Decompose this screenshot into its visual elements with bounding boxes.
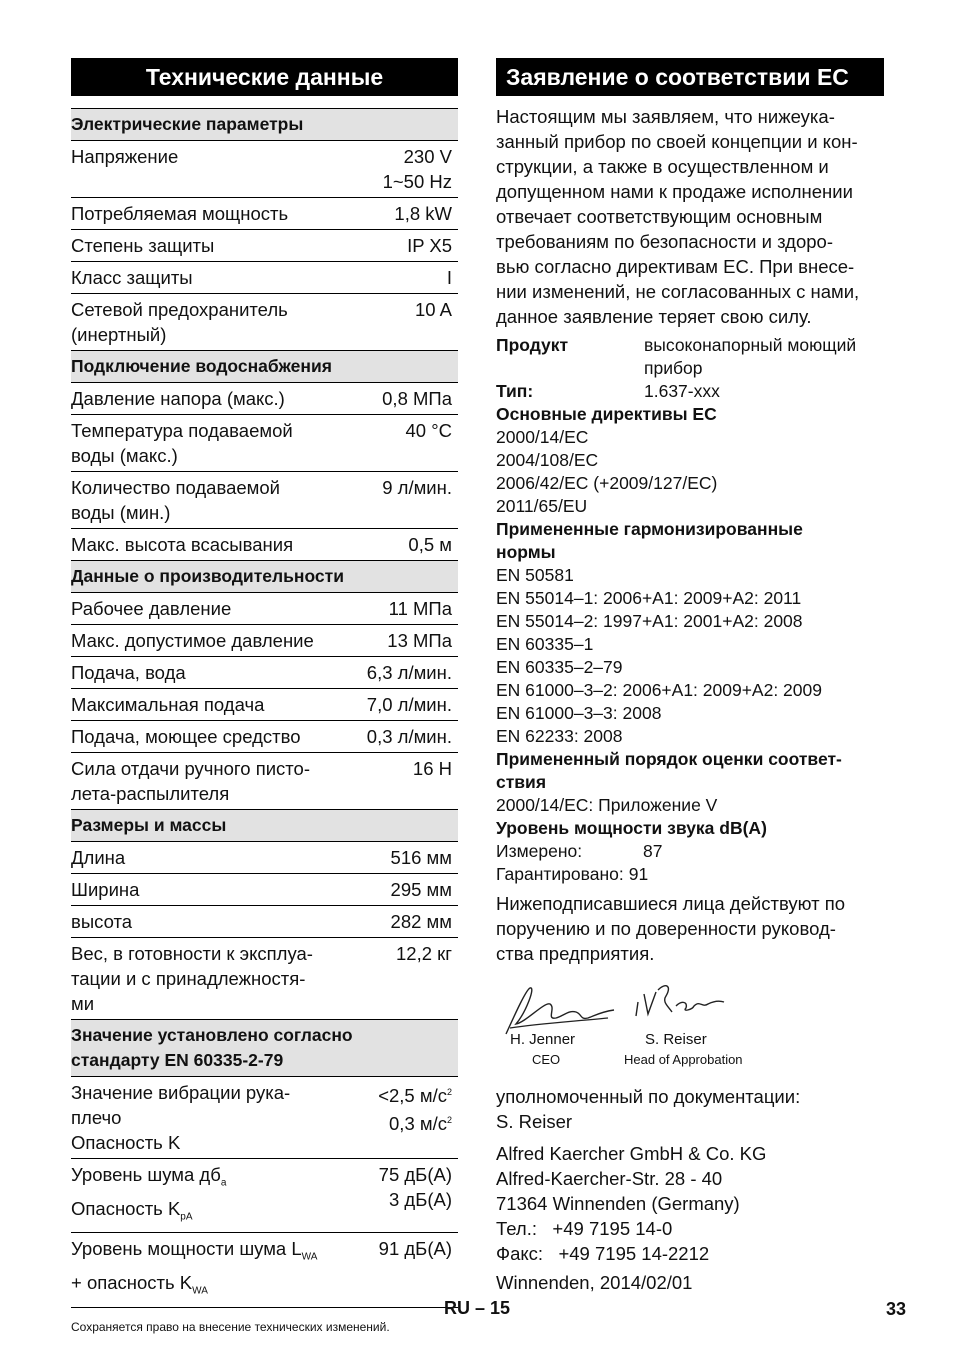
- directives-header: Основные директивы ЕС: [496, 404, 717, 424]
- spec-row: [71, 938, 458, 1020]
- spec-value: 12,2 кг: [353, 938, 458, 1020]
- noise-value-1: 75 дБ(A): [378, 1164, 452, 1185]
- spec-value: 6,3 л/мин.: [353, 657, 458, 689]
- spec-group-header: [71, 810, 458, 842]
- spec-value: 10 A: [353, 294, 458, 351]
- measured-value: 87: [643, 841, 663, 861]
- directives-list: [496, 426, 884, 518]
- signer2-role: Head of Approbation: [624, 1052, 743, 1067]
- spec-value: 1,8 kW: [353, 198, 458, 230]
- technical-data-column: [71, 58, 458, 1334]
- spec-label: высота: [71, 906, 353, 938]
- spec-label: Потребляемая мощность: [71, 198, 353, 230]
- spec-row: [71, 657, 458, 689]
- product-row: [496, 334, 884, 380]
- spec-row: [71, 753, 458, 810]
- spec-value: IP X5: [353, 230, 458, 262]
- noise-sub: a: [220, 1177, 227, 1189]
- spec-label: Степень защиты: [71, 230, 353, 262]
- spec-group-title: Электрические параметры: [71, 109, 458, 141]
- spec-label: Подача, моющее средство: [71, 721, 353, 753]
- measured-label: Измерено:: [496, 841, 583, 861]
- spec-row: [71, 472, 458, 529]
- noise-label-text: Уровень шума дб: [71, 1164, 221, 1185]
- spec-label: Количество подаваемой воды (мин.): [71, 472, 353, 529]
- declaration-title: Заявление о соответствии ЕС: [496, 58, 884, 96]
- spec-group-header: [71, 1020, 458, 1077]
- spec-label: Сила отдачи ручного писто- лета-распылителя: [71, 753, 353, 810]
- signers-text: Нижеподписавшиеся лица действуют по поручению и по доверенности руковод- ства предприятия.: [496, 893, 845, 964]
- declaration-column: [496, 58, 884, 1295]
- authorized-person: уполномоченный по документации: S. Reiser: [496, 1086, 801, 1132]
- power-noise-sub: WA: [301, 1252, 318, 1264]
- place-date: Winnenden, 2014/02/01: [496, 1272, 693, 1293]
- spec-value: 295 мм: [353, 874, 458, 906]
- spec-label: Подача, вода: [71, 657, 353, 689]
- spec-label: Класс защиты: [71, 262, 353, 294]
- company-address: Alfred Kaercher GmbH & Co. KG Alfred-Kaercher-Str. 28 - 40 71364 Winnenden (Germany) Тел.: +49 7195 14-0 Факс: +49 7195 14-2212: [496, 1143, 767, 1264]
- spec-value: 11 МПа: [353, 593, 458, 625]
- assessment-value: 2000/14/EC: Приложение V: [496, 795, 718, 815]
- norm-item: EN 50581: [496, 565, 574, 585]
- spec-label: Температура подаваемой воды (макс.): [71, 415, 353, 472]
- norms-header: Примененные гармонизированные нормы: [496, 519, 803, 562]
- vibration-label: Значение вибрации рука- плечо Опасность K: [71, 1077, 353, 1159]
- power-noise-label-text: Уровень мощности шума L: [71, 1238, 302, 1260]
- noise-label2-text: Опасность K: [71, 1197, 181, 1219]
- directive-item: 2004/108/EC: [496, 450, 599, 470]
- noise-row: [71, 1159, 458, 1233]
- spec-label: Максимальная подача: [71, 689, 353, 721]
- power-noise-row: [71, 1233, 458, 1307]
- spec-label: Давление напора (макс.): [71, 383, 353, 415]
- spec-row: [71, 198, 458, 230]
- vibration-values: [353, 1077, 458, 1159]
- spec-value: 9 л/мин.: [353, 472, 458, 529]
- spec-group-header: [71, 561, 458, 593]
- spec-value: 13 МПа: [353, 625, 458, 657]
- norms-list: [496, 564, 884, 748]
- spec-label: Вес, в готовности к эксплуа- тации и с принадлежностя- ми: [71, 938, 353, 1020]
- directive-item: 2000/14/EC: [496, 427, 589, 447]
- spec-row: [71, 906, 458, 938]
- power-noise-label2-text: + опасность K: [71, 1272, 193, 1294]
- spec-row: [71, 262, 458, 294]
- spec-label: Сетевой предохранитель (инертный): [71, 294, 353, 351]
- spec-group-title: Подключение водоснабжения: [71, 351, 458, 383]
- guaranteed-value: 91: [628, 864, 649, 884]
- spec-row: [71, 842, 458, 874]
- spec-label: Макс. допустимое давление: [71, 625, 353, 657]
- vibration-value-1: <2,5 м/с: [378, 1085, 447, 1107]
- product-label: Продукт: [496, 335, 569, 355]
- vibration-row: [71, 1077, 458, 1159]
- norm-item: EN 61000–3–2: 2006+A1: 2009+A2: 2009: [496, 680, 822, 700]
- spec-value: 230 V 1~50 Hz: [353, 141, 458, 198]
- spec-group-title: Данные о производительности: [71, 561, 458, 593]
- noise-value-2: 3 дБ(A): [388, 1189, 452, 1210]
- guaranteed-row: [496, 863, 884, 886]
- spec-row: [71, 230, 458, 262]
- spec-row: [71, 141, 458, 198]
- footnote: Сохраняется право на внесение технических изменений.: [71, 1319, 390, 1334]
- power-noise-label: [71, 1233, 353, 1307]
- spec-value: 40 °C: [353, 415, 458, 472]
- guaranteed-label: Гарантировано:: [496, 864, 624, 884]
- spec-value: 16 Н: [353, 753, 458, 810]
- norm-item: EN 55014–2: 1997+A1: 2001+A2: 2008: [496, 611, 803, 631]
- spec-value: 516 мм: [353, 842, 458, 874]
- type-row: [496, 380, 884, 403]
- signatures: [496, 972, 884, 1082]
- norm-item: EN 60335–2–79: [496, 657, 623, 677]
- power-noise-sub2: WA: [192, 1285, 208, 1297]
- noise-values: [353, 1159, 458, 1233]
- norm-item: EN 61000–3–3: 2008: [496, 703, 662, 723]
- noise-label: [71, 1159, 353, 1233]
- norm-item: EN 55014–1: 2006+A1: 2009+A2: 2011: [496, 588, 802, 608]
- signer2-name: S. Reiser: [645, 1031, 707, 1048]
- spec-row: [71, 874, 458, 906]
- measured-row: [496, 840, 884, 863]
- spec-label: Длина: [71, 842, 353, 874]
- spec-label: Макс. высота всасывания: [71, 529, 353, 561]
- spec-value: 7,0 л/мин.: [353, 689, 458, 721]
- power-noise-value: 91 дБ(A): [353, 1233, 458, 1307]
- assessment-header: Примененный порядок оценки соответ- ствия: [496, 749, 842, 792]
- spec-row: [71, 529, 458, 561]
- unit-sup: 2: [446, 1087, 452, 1097]
- standard-header: Значение установлено согласно стандарту EN 60335-2-79: [71, 1020, 458, 1077]
- type-value: 1.637-xxx: [644, 381, 720, 401]
- declaration-intro: Настоящим мы заявляем, что нижеука- занный прибор по своей концепции и кон- струкции, а также в осуществленном и допущенном нами к продаже исполнении отвечает соответствующим основным требованиям по безопасности и здоро- вью согласно директивам ЕС. При внесе- нии изменений, не согласованных с нами, данное заявление теряет свою силу.: [496, 106, 860, 327]
- spec-row: [71, 593, 458, 625]
- signer1-name: H. Jenner: [510, 1031, 576, 1048]
- unit-sup: 2: [446, 1115, 452, 1126]
- spec-group-title: Размеры и массы: [71, 810, 458, 842]
- norm-item: EN 60335–1: [496, 634, 594, 654]
- spec-row: [71, 383, 458, 415]
- norm-item: EN 62233: 2008: [496, 726, 623, 746]
- spec-label: Напряжение: [71, 141, 353, 198]
- spec-row: [71, 625, 458, 657]
- type-label: Тип:: [496, 381, 534, 401]
- spec-label: Ширина: [71, 874, 353, 906]
- page-footer-label: RU – 15: [443, 1298, 511, 1318]
- spec-label: Рабочее давление: [71, 593, 353, 625]
- spec-value: 0,3 л/мин.: [353, 721, 458, 753]
- noise-sub2: pA: [180, 1211, 193, 1223]
- spec-value: 0,5 м: [353, 529, 458, 561]
- spec-row: [71, 689, 458, 721]
- spec-row: [71, 294, 458, 351]
- vibration-value-2: 0,3 м/с: [389, 1113, 447, 1135]
- spec-table: [71, 108, 458, 1308]
- technical-data-title: Технические данные: [71, 58, 458, 96]
- spec-value: 0,8 МПа: [353, 383, 458, 415]
- sound-header: Уровень мощности звука dB(A): [496, 818, 767, 838]
- spec-row: [71, 415, 458, 472]
- directive-item: 2006/42/EC (+2009/127/EC): [496, 473, 718, 493]
- page-number: 33: [885, 1299, 906, 1319]
- spec-value: I: [353, 262, 458, 294]
- spec-row: [71, 721, 458, 753]
- product-value: высоконапорный моющий прибор: [644, 335, 857, 378]
- directive-item: 2011/65/EU: [496, 496, 588, 516]
- spec-group-header: [71, 351, 458, 383]
- spec-value: 282 мм: [353, 906, 458, 938]
- spec-group-header: [71, 109, 458, 141]
- signer1-role: CEO: [532, 1052, 561, 1067]
